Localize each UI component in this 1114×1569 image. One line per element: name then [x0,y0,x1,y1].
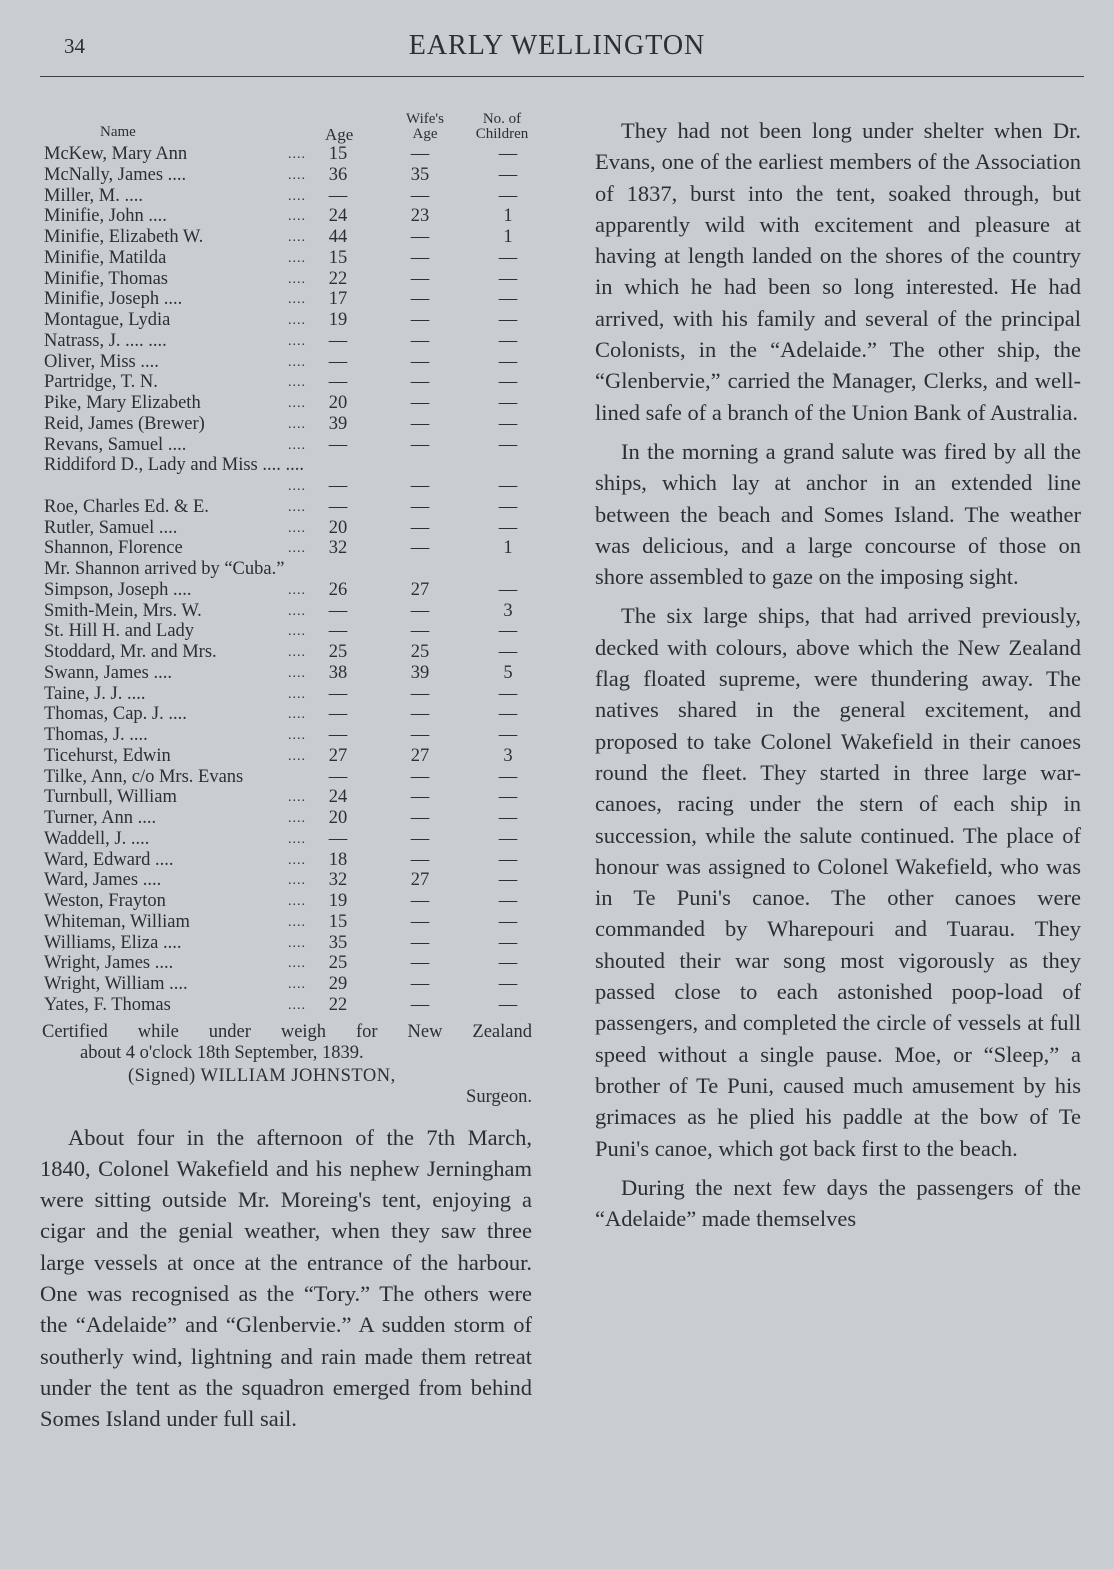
roster-name: Natrass, J. .... .... [44,330,167,351]
roster-leader-dots: .... [288,479,306,494]
roster-children: — [498,725,518,745]
roster-children: — [498,268,518,289]
roster-children: — [498,994,518,1015]
roster-name: Whiteman, William [44,911,190,932]
roster-row [40,497,532,518]
roster-name: Revans, Samuel .... [44,434,187,455]
roster-children: — [498,808,518,828]
roster-name: Waddell, J. .... [44,828,150,849]
roster-name: Ward, James .... [44,870,162,891]
roster-row [40,352,532,373]
roster-leader-dots: .... [288,271,306,287]
roster-leader-dots: .... [288,333,306,349]
roster-children: — [498,642,518,662]
roster-wife-age: — [410,891,430,911]
roster-wife-age: 35 [410,164,430,185]
roster-children: — [498,704,518,725]
roster-age: 29 [328,974,348,994]
roster-leader-dots: .... [288,977,306,992]
roster-leader-dots: .... [288,230,306,245]
roster-children: — [498,517,518,538]
roster-leader-dots: .... [288,437,306,453]
roster-age: 35 [328,932,348,953]
roster-name: Shannon, Florence [44,538,183,559]
roster-name: Thomas, Cap. J. .... [44,704,187,725]
roster-leader-dots: .... [288,645,306,660]
roster-name: McNally, James .... [44,164,187,185]
roster-leader-dots: .... [288,167,306,183]
roster-row [40,933,532,954]
right-paragraph-2: In the morning a grand salute was fired by all the ships, which lay at anchor in an extended line between the beach and Somes Island. The weather was delicious, and a large concourse of those on shore assembled to gaze on the imposing sight. [595,438,1081,590]
roster-age: 24 [328,206,348,227]
roster-row [40,186,532,207]
roster-name: Mr. Shannon arrived by “Cuba.” [44,559,285,579]
roster-age: 26 [328,579,348,600]
roster-children: 3 [503,600,513,621]
roster-wife-age: 25 [410,642,430,662]
roster-row [40,165,532,186]
roster-name: Montague, Lydia [44,310,171,330]
header-age: Age [325,125,354,144]
roster-row [40,829,532,850]
roster-children: — [498,144,518,164]
roster-children: — [498,413,518,434]
roster-row [40,455,532,497]
roster-name: Taine, J. J. .... [44,683,146,704]
roster-children: — [498,621,518,642]
roster-children: — [498,828,518,849]
roster-children: — [498,683,518,704]
roster-leader-dots: .... [288,997,306,1013]
roster-wife-age: — [410,289,430,310]
roster-wife-age: — [410,600,430,621]
roster-age: 22 [328,994,348,1015]
roster-row [40,144,532,165]
roster-age: — [328,683,348,704]
roster-age: 18 [328,849,348,870]
roster-wife-age: 27 [410,870,430,891]
roster-row [40,684,532,705]
roster-wife-age: — [410,413,430,434]
roster-age: — [328,828,348,849]
roster-row [40,206,532,227]
roster-row [40,310,532,331]
roster-children: — [498,932,518,953]
roster-age: 27 [328,745,348,766]
roster-name: Rutler, Samuel .... [44,517,178,538]
roster-age: — [328,476,348,496]
roster-wife-age: — [410,496,430,517]
roster-wife-age: — [410,310,430,330]
roster-children: — [498,579,518,600]
roster-age: — [328,351,348,372]
roster-leader-dots: .... [288,499,306,515]
roster-wife-age: — [410,974,430,994]
roster-row [40,870,532,891]
roster-row [40,538,532,559]
right-paragraph-1: They had not been long under shelter when Dr. Evans, one of the earliest members of the Association of 1837, burst into the tent, soaked through, but apparently wild with excitement and pleasure at having at length landed on the shores of the country in which he had been so long interested. He had arrived, with his family and several of the principal Colonists, in the “Adelaide.” The other ship, the “Glenbervie,” carried the Manager, Clerks, and well-lined safe of a branch of the Union Bank of Australia. [595,118,1081,425]
roster-row [40,372,532,393]
header-children: No. of Children [475,111,529,142]
roster-name: Swann, James .... [44,662,172,683]
roster-children: — [498,372,518,393]
left-column [40,112,532,1434]
roster-children: 1 [503,538,513,559]
roster-age: — [328,496,348,517]
roster-leader-dots: .... [288,873,306,889]
roster-wife-age: — [410,766,430,787]
roster-name: Ward, Edward .... [44,849,174,870]
roster-age: 25 [328,642,348,662]
roster-row [40,891,532,912]
roster-row [40,953,532,974]
roster-children: — [498,953,518,974]
roster-age: 32 [328,870,348,891]
roster-children: — [498,289,518,310]
roster-name: Simpson, Joseph .... [44,579,192,600]
roster-name: Williams, Eliza .... [44,932,182,953]
roster-row [40,974,532,995]
roster-row [40,331,532,352]
signature-line: (Signed) WILLIAM JOHNSTON, [128,1065,396,1086]
roster-wife-age: — [410,268,430,289]
roster-name: Pike, Mary Elizabeth [44,393,201,413]
roster-age: 20 [328,393,348,413]
roster-name: Stoddard, Mr. and Mrs. [44,642,217,662]
roster-age: 36 [328,164,348,185]
roster-children: — [498,434,518,455]
roster-leader-dots: .... [288,935,306,951]
roster-row [40,518,532,539]
roster-age: 17 [328,289,348,310]
roster-wife-age: — [410,932,430,953]
roster-leader-dots: .... [288,313,306,328]
roster-name: Oliver, Miss .... [44,351,159,372]
roster-wife-age: — [410,144,430,164]
roster-children: — [498,247,518,268]
roster-name: Miller, M. .... [44,185,143,206]
roster-wife-age: 27 [410,579,430,600]
roster-row [40,393,532,414]
roster-children: — [498,393,518,413]
roster-row [40,621,532,642]
roster-wife-age: — [410,994,430,1015]
roster-leader-dots: .... [288,250,306,266]
roster-children: — [498,891,518,911]
roster-age: — [328,434,348,455]
roster-age: 22 [328,268,348,289]
roster-row [40,746,532,767]
right-paragraph-3: The six large ships, that had arrived previously, decked with colours, above which the New Zealand flag floated supreme, were thundering away. The natives shared in the general excitement, and proposed to take Colonel Wakefield in their canoes round the fleet. They started in three large war-canoes, racing under the stern of each ship in succession, while the salute continued. The place of honour was assigned to Colonel Wakefield, who was in Te Puni's canoe. The other canoes were commanded by Wharepouri and Tuarau. They shouted their war song most vigorously as they passed close to each astonished poop-load of passengers, and completed the circle of vessels at full speed without a single pause. Moe, or “Sleep,” a brother of Te Puni, caused much amusement by his grimaces as he plied his paddle at the bow of Te Puni's canoe, which got back first to the beach. [595,603,1081,1161]
roster-wife-age: — [410,476,430,496]
roster-age: 20 [328,808,348,828]
roster-row [40,559,532,580]
roster-name: Riddiford D., Lady and Miss .... .... [44,455,305,476]
right-paragraph-4: During the next few days the passengers of the “Adelaide” made themselves [595,1174,1081,1232]
roster-leader-dots: .... [288,811,306,826]
roster-wife-age: — [410,330,430,351]
roster-leader-dots: .... [288,624,306,640]
roster-wife-age: — [410,434,430,455]
roster-age: — [328,600,348,621]
roster-wife-age: — [410,704,430,725]
roster-leader-dots: .... [288,686,306,702]
roster-wife-age: 23 [410,206,430,227]
roster-row [40,912,532,933]
roster-leader-dots: .... [288,790,306,806]
roster-row [40,995,532,1016]
roster-children: — [498,351,518,372]
roster-age: — [328,766,348,787]
roster-age: 15 [328,247,348,268]
roster-name: Minifie, Thomas [44,268,169,289]
roster-name: Ticehurst, Edwin [44,745,171,766]
roster-name: Wright, James .... [44,953,174,974]
roster-age: — [328,621,348,642]
roster-age: — [328,372,348,393]
roster-name: Minifie, Elizabeth W. [44,227,204,247]
roster-wife-age: — [410,517,430,538]
roster-row [40,580,532,601]
roster-name: Smith-Mein, Mrs. W. [44,600,202,621]
roster-leader-dots: .... [288,396,306,411]
roster-name: Minifie, Joseph .... [44,289,183,310]
roster-row [40,435,532,456]
roster-children: 3 [503,745,513,766]
header-wife-age: Wife's Age [406,111,444,142]
roster-row [40,414,532,435]
roster-age: 39 [328,413,348,434]
roster-wife-age: — [410,227,430,247]
roster-wife-age: — [410,372,430,393]
right-column [595,115,1081,1242]
roster-name: St. Hill H. and Lady [44,621,195,642]
roster-age: 24 [328,787,348,808]
roster-leader-dots: .... [288,292,306,308]
roster-leader-dots: .... [288,582,306,598]
roster-age: 25 [328,953,348,974]
roster-row [40,725,532,746]
roster-age: — [328,704,348,725]
roster-age: 19 [328,310,348,330]
roster-name: Tilke, Ann, c/o Mrs. Evans [44,766,244,787]
roster-name: McKew, Mary Ann [44,144,188,164]
roster-leader-dots: .... [288,520,306,536]
passenger-roster [40,144,532,1016]
roster-name: Minifie, Matilda [44,247,167,268]
roster-children: — [498,330,518,351]
page-number: 34 [64,34,85,58]
roster-leader-dots: .... [288,541,306,557]
roster-age: 15 [328,144,348,164]
roster-row [40,663,532,684]
roster-leader-dots: .... [288,707,306,723]
roster-wife-age: — [410,683,430,704]
roster-leader-dots: .... [288,416,306,432]
roster-wife-age: — [410,953,430,974]
roster-row [40,601,532,622]
roster-leader-dots: .... [288,375,306,391]
roster-children: — [498,787,518,808]
roster-leader-dots: .... [288,914,306,930]
roster-leader-dots: .... [288,748,306,764]
roster-wife-age: — [410,185,430,206]
roster-leader-dots: .... [288,147,306,162]
roster-children: — [498,476,518,496]
certification [40,1022,532,1108]
roster-wife-age: — [410,787,430,808]
roster-name: Wright, William .... [44,974,188,994]
roster-wife-age: 27 [410,745,430,766]
roster-row [40,850,532,871]
roster-children: 1 [503,206,513,227]
roster-leader-dots: .... [288,728,306,743]
roster-wife-age: — [410,725,430,745]
roster-age: 19 [328,891,348,911]
roster-age: — [328,185,348,206]
roster-children: — [498,164,518,185]
header-name: Name [100,124,136,140]
roster-leader-dots: .... [288,894,306,909]
roster-age: 38 [328,662,348,683]
roster-children: — [498,766,518,787]
roster-row [40,289,532,310]
roster-children: — [498,870,518,891]
roster-name: Minifie, John .... [44,206,167,227]
left-paragraph: About four in the afternoon of the 7th March, 1840, Colonel Wakefield and his nephew Jerningham were sitting outside Mr. Moreing's tent, enjoying a cigar and the genial weather, when they saw three large vessels at once at the entrance of the harbour. One was recognised as the “Tory.” The others were the “Adelaide” and “Glenbervie.” A sudden storm of southerly wind, lightning and rain made them retreat under the tent as the squadron emerged from behind Somes Island under full sail. [40,1124,532,1432]
roster-leader-dots: .... [288,852,306,868]
roster-row [40,704,532,725]
roster-row [40,808,532,829]
roster-children: — [498,185,518,206]
roster-age: 20 [328,517,348,538]
signer-title: Surgeon. [466,1086,532,1107]
roster-wife-age: — [410,538,430,559]
roster-wife-age: — [410,393,430,413]
roster-row [40,787,532,808]
roster-row [40,642,532,663]
roster-name: Turnbull, William [44,787,177,808]
roster-leader-dots: .... [288,831,306,847]
roster-wife-age: — [410,621,430,642]
roster-wife-age: — [410,828,430,849]
roster-age: 44 [328,227,348,247]
roster-children: — [498,974,518,994]
roster-age: — [328,330,348,351]
roster-wife-age: — [410,911,430,932]
roster-wife-age: — [410,247,430,268]
roster-row [40,767,532,788]
roster-children: 1 [503,227,513,247]
roster-leader-dots: .... [288,209,306,225]
roster-age: 32 [328,538,348,559]
roster-wife-age: — [410,849,430,870]
running-title: EARLY WELLINGTON [408,30,706,61]
roster-leader-dots: .... [288,665,306,681]
roster-name: Yates, F. Thomas [44,994,171,1015]
certified-line-2: about 4 o'clock 18th September, 1839. [80,1042,364,1063]
certified-line-1: Certified while under weigh for New Zealand [42,1021,532,1042]
roster-leader-dots: .... [288,188,306,204]
header-rule [40,76,1084,77]
roster-row [40,248,532,269]
roster-children: — [498,911,518,932]
roster-wife-age: — [410,351,430,372]
roster-leader-dots: .... [288,354,306,370]
roster-name: Partridge, T. N. [44,372,158,393]
roster-leader-dots: .... [288,603,306,619]
roster-wife-age: 39 [410,662,430,683]
roster-row [40,269,532,290]
roster-children: — [498,849,518,870]
roster-children: — [498,310,518,330]
roster-name: Reid, James (Brewer) [44,413,205,434]
roster-age: — [328,725,348,745]
roster-children: 5 [503,662,513,683]
roster-children: — [498,496,518,517]
roster-name: Roe, Charles Ed. & E. [44,496,209,517]
roster-name: Turner, Ann .... [44,808,157,828]
roster-leader-dots: .... [288,956,306,972]
roster-name: Thomas, J. .... [44,725,148,745]
roster-age: 15 [328,911,348,932]
roster-wife-age: — [410,808,430,828]
roster-column-headers [40,112,532,144]
roster-row [40,227,532,248]
roster-name: Weston, Frayton [44,891,166,911]
